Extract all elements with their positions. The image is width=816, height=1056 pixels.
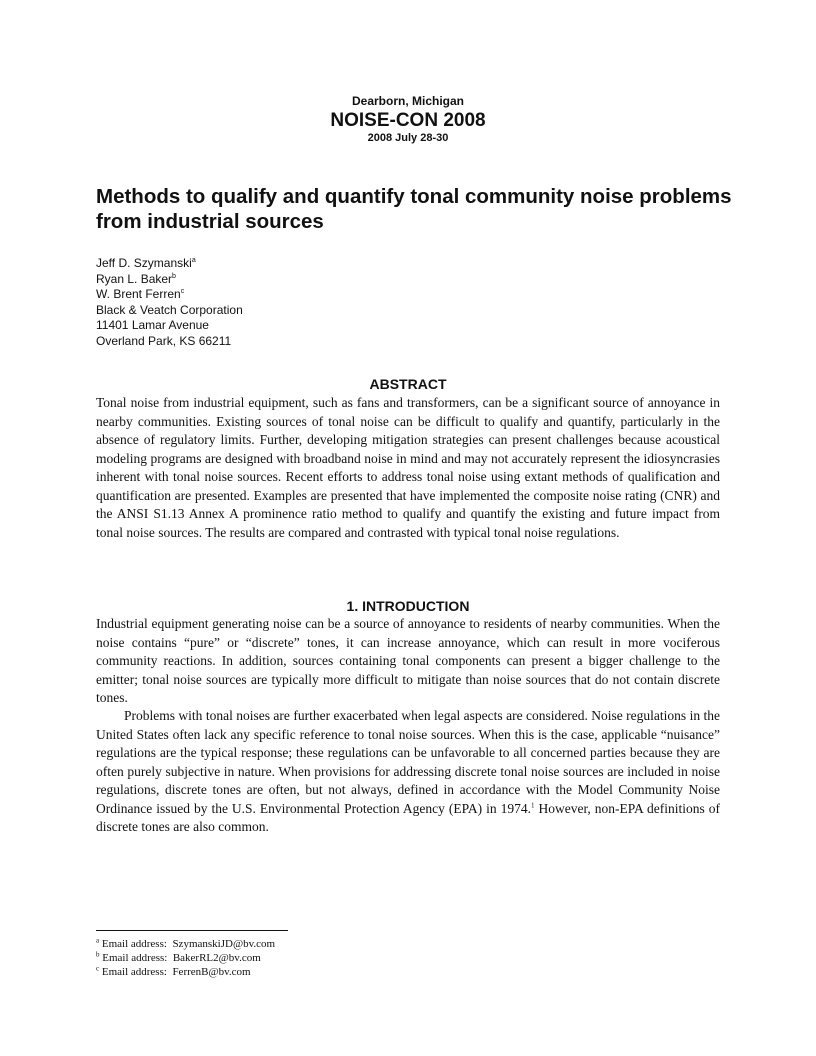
conference-header bbox=[0, 94, 816, 145]
footnote-mark: b bbox=[96, 950, 100, 959]
conference-date: 2008 July 28-30 bbox=[367, 132, 449, 144]
paragraph-text: However, non-EPA definitions of discrete tones are also common. bbox=[96, 800, 720, 834]
affiliation-organization: Black & Veatch Corporation bbox=[96, 302, 243, 317]
footnote-label: Email address: bbox=[101, 966, 167, 978]
author-line bbox=[96, 287, 496, 303]
footnote bbox=[96, 951, 496, 965]
author-line bbox=[96, 272, 496, 288]
footnote-email: SzymanskiJD@bv.com bbox=[172, 938, 276, 950]
author-name: Ryan L. Baker bbox=[96, 271, 173, 286]
author-line bbox=[96, 256, 496, 272]
introduction-paragraph bbox=[96, 707, 720, 837]
paper-title: Methods to qualify and quantify tonal community noise problems from industrial sources bbox=[96, 185, 732, 233]
author-name: Jeff D. Szymanski bbox=[96, 256, 192, 270]
author-affiliation-mark: a bbox=[191, 257, 196, 264]
author-name: W. Brent Ferren bbox=[96, 287, 181, 301]
author-affiliation-mark: b bbox=[172, 272, 176, 280]
affiliation-street: 11401 Lamar Avenue bbox=[96, 318, 209, 332]
abstract-heading: ABSTRACT bbox=[369, 376, 447, 392]
author-block bbox=[96, 256, 496, 349]
footnote bbox=[96, 965, 496, 979]
abstract-text: Tonal noise from industrial equipment, such as fans and transformers, can be a significant source of annoyance in nearby communities. Existing sources of tonal noise can be difficult to qualify and quantify, particularly in the absence of regulatory limits. Further, developing mitigation strategies can present challenges because acoustical modeling programs are designed with broadband noise in mind and may not accurately represent the idiosyncrasies inherent with tonal noise sources. Recent efforts to address tonal noise using extant methods of qualification and quantification are presented. Examples are presented that have implemented the composite noise rating (CNR) and the ANSI S1.13 Annex A prominence ratio method to qualify and quantify the existing and future impact from tonal noise sources. The results are compared and contrasted with typical tonal noise regulations. bbox=[96, 395, 720, 540]
footnote-email: FerrenB@bv.com bbox=[172, 966, 251, 978]
footnote-email: BakerRL2@bv.com bbox=[172, 952, 261, 964]
conference-location: Dearborn, Michigan bbox=[351, 94, 464, 108]
footnote-mark: a bbox=[96, 936, 100, 945]
footnote-label: Email address: bbox=[101, 938, 167, 950]
paragraph-text: Problems with tonal noises are further exacerbated when legal aspects are considered. Noise regulations in the United States often lack any specific reference to tonal noise sources. When this is the case, applicable “nuisance” regulations are the typical response; these regulations can be unfavorable to all concerned parties because they are often purely subjective in nature. When provisions for addressing discrete tonal noise sources are included in noise regulations, discrete tones are often, but not always, defined in accordance with the Model Community Noise Ordinance issued by the U.S. Environmental Protection Agency (EPA) in 1974. bbox=[96, 708, 720, 816]
affiliation-city: Overland Park, KS 66211 bbox=[96, 333, 232, 348]
introduction-paragraph: Industrial equipment generating noise can be a source of annoyance to residents of nearby communities. When the noise contains “pure” or “discrete” tones, it can increase annoyance, which can result in more vociferous community reactions. In addition, sources containing tonal components can present a bigger challenge to the emitter; tonal noise sources are typically more difficult to mitigate than noise sources that do not contain discrete tones. bbox=[96, 616, 720, 705]
footnote-label: Email address: bbox=[102, 952, 168, 964]
footnote-mark: c bbox=[96, 964, 100, 973]
conference-name: NOISE-CON 2008 bbox=[330, 110, 486, 131]
footnote-divider bbox=[96, 930, 288, 931]
introduction-heading: 1. INTRODUCTION bbox=[346, 598, 470, 614]
reference-mark: 1 bbox=[530, 801, 535, 809]
footnotes bbox=[96, 937, 496, 979]
author-affiliation-mark: c bbox=[180, 288, 185, 295]
footnote bbox=[96, 937, 496, 951]
